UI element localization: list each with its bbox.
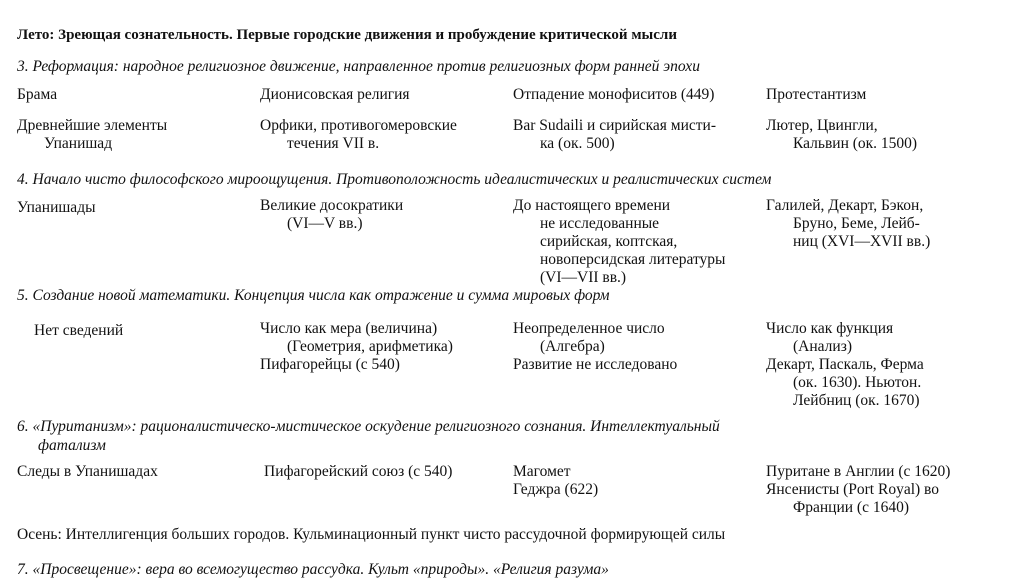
section-6-col1 — [17, 463, 158, 481]
cell-line: (Анализ) — [793, 338, 852, 355]
cell-line: Великие досократики — [260, 197, 404, 214]
cell-line: (ок. 1630). Ньютон. — [793, 374, 922, 391]
section-6-heading-continued: фатализм — [38, 437, 106, 454]
cell-line: Развитие не исследовано — [513, 356, 678, 373]
cell-line: не исследованные — [540, 215, 660, 232]
cell-line: (Алгебра) — [540, 338, 605, 355]
cell-line: Галилей, Декарт, Бэкон, — [766, 197, 924, 214]
cell-line: Лютер, Цвингли, — [766, 117, 878, 134]
cell-line: течения VII в. — [287, 135, 380, 152]
section-5-col4 — [766, 320, 924, 410]
section-6-col2 — [264, 463, 452, 481]
cell-line: Франции (с 1640) — [793, 499, 910, 516]
cell-line: Янсенисты (Port Royal) во — [766, 481, 940, 498]
cell-line: Следы в Упанишадах — [17, 463, 158, 480]
cell-line: (VI—VII вв.) — [540, 269, 627, 286]
section-5-col1 — [34, 322, 123, 340]
cell-line: Древнейшие элементы — [17, 117, 168, 134]
section-4-heading: 4. Начало чисто философского мироощущения. Противоположность идеалистических и реалистических систем — [17, 171, 772, 188]
cell-line: Геджра (622) — [513, 481, 599, 498]
section-3-col2-row1: Дионисовская религия — [260, 86, 410, 103]
cell-line: Лейбниц (ок. 1670) — [793, 392, 920, 409]
section-4-col2 — [260, 197, 403, 233]
section-3-col1-row2 — [17, 117, 167, 153]
cell-line: Bar Sudaili и сирийская мисти- — [513, 117, 717, 134]
cell-line: ка (ок. 500) — [540, 135, 615, 152]
cell-line: Бруно, Беме, Лейб- — [793, 215, 920, 232]
section-4-col3 — [513, 197, 725, 287]
section-6-col4 — [766, 463, 950, 517]
cell-line: Пуритане в Англии (с 1620) — [766, 463, 951, 480]
cell-line: (VI—V вв.) — [287, 215, 363, 232]
section-3-heading: 3. Реформация: народное религиозное движение, направленное против религиозных форм ранней эпохи — [17, 58, 700, 75]
section-7-heading: 7. «Просвещение»: вера во всемогущество рассудка. Культ «природы». «Религия разума» — [17, 561, 609, 578]
section-5-col3 — [513, 320, 677, 374]
cell-line: Пифагорейский союз (с 540) — [264, 463, 453, 480]
cell-line: Неопределенное число — [513, 320, 665, 337]
section-4-col1 — [17, 199, 96, 217]
cell-line: Упанишад — [44, 135, 113, 152]
section-5-heading: 5. Создание новой математики. Концепция числа как отражение и сумма мировых форм — [17, 287, 610, 304]
section-3-col4-row2 — [766, 117, 917, 153]
cell-line: Пифагорейцы (с 540) — [260, 356, 400, 373]
cell-line: Декарт, Паскаль, Ферма — [766, 356, 924, 373]
cell-line: Число как функция — [766, 320, 894, 337]
section-3-col2-row2 — [260, 117, 457, 153]
cell-line: ниц (XVI—XVII вв.) — [793, 233, 931, 250]
cell-line: сирийская, коптская, — [540, 233, 678, 250]
cell-line: Упанишады — [17, 199, 96, 216]
section-6-col3 — [513, 463, 598, 499]
cell-line: Нет сведений — [34, 322, 124, 339]
cell-line: До настоящего времени — [513, 197, 671, 214]
section-4-col4 — [766, 197, 930, 251]
section-5-col2 — [260, 320, 453, 374]
section-3-col1-row1: Брама — [17, 86, 58, 103]
cell-line: Число как мера (величина) — [260, 320, 438, 337]
section-3-col3-row1: Отпадение монофиситов (449) — [513, 86, 715, 103]
autumn-heading: Осень: Интеллигенция больших городов. Кульминационный пункт чисто рассудочной формирующей силы — [17, 526, 726, 543]
cell-line: Кальвин (ок. 1500) — [793, 135, 918, 152]
section-6-heading: 6. «Пуританизм»: рационалистическо-мистическое оскудение религиозного сознания. Интеллектуальный — [17, 418, 720, 435]
cell-line: Магомет — [513, 463, 571, 480]
cell-line: (Геометрия, арифметика) — [287, 338, 453, 355]
cell-line: новоперсидская литературы — [540, 251, 726, 268]
section-3-col3-row2 — [513, 117, 716, 153]
cell-line: Орфики, противогомеровские — [260, 117, 457, 134]
summer-heading: Лето: Зреющая сознательность. Первые городские движения и пробуждение критической мысли — [17, 27, 677, 43]
section-3-col4-row1: Протестантизм — [766, 86, 867, 103]
